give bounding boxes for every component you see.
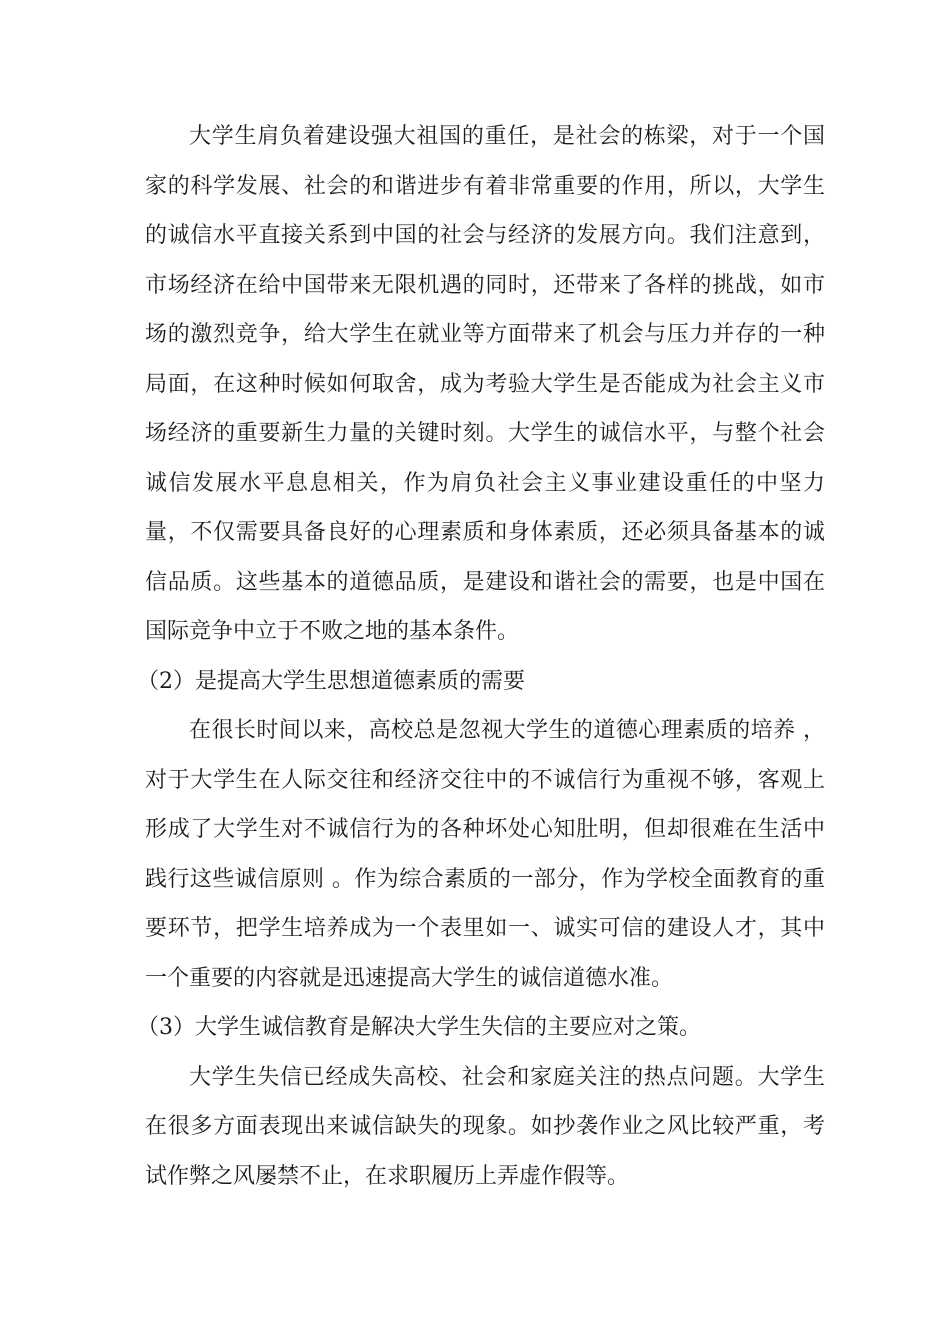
paragraph: 大学生肩负着建设强大祖国的重任，是社会的栋梁，对于一个国家的科学发展、社会的和谐进步有着非常重要的作用，所以，大学生的诚信水平直接关系到中国的社会与经济的发展方向。我们注意到，市场经济在给中国带来无限机遇的同时，还带来了各样的挑战，如市场的激烈竞争，给大学生在就业等方面带来了机会与压力并存的一种局面，在这种时候如何取舍，成为考验大学生是否能成为社会主义市场经济的重要新生力量的关键时刻。大学生的诚信水平，与整个社会诚信发展水平息息相关，作为肩负社会主义事业建设重任的中坚力量，不仅需要具备良好的心理素质和身体素质，还必须具备基本的诚信品质。这些基本的道德品质，是建设和谐社会的需要，也是中国在国际竞争中立于不败之地的基本条件。 (145, 124, 825, 644)
section-heading: （2）是提高大学生思想道德素质的需要 (137, 668, 525, 694)
paragraph: 在很长时间以来，高校总是忽视大学生的道德心理素质的培养 ，对于大学生在人际交往和经济交往中的不诚信行为重视不够，客观上形成了大学生对不诚信行为的各种坏处心知肚明，但却很难在生活中践行这些诚信原则 。作为综合素质的一部分，作为学校全面教育的重要环节，把学生培养成为一个表里如一、诚实可信的建设人才，其中一个重要的内容就是迅速提高大学生的诚信道德水准。 (145, 718, 825, 991)
document-body (137, 112, 825, 1201)
section-heading: （3）大学生诚信教育是解决大学生失信的主要应对之策。 (137, 1015, 701, 1040)
paragraph: 大学生失信已经成失高校、社会和家庭关注的热点问题。大学生在很多方面表现出来诚信缺失的现象。如抄袭作业之风比较严重，考试作弊之风屡禁不止，在求职履历上弄虚作假等。 (145, 1064, 825, 1189)
